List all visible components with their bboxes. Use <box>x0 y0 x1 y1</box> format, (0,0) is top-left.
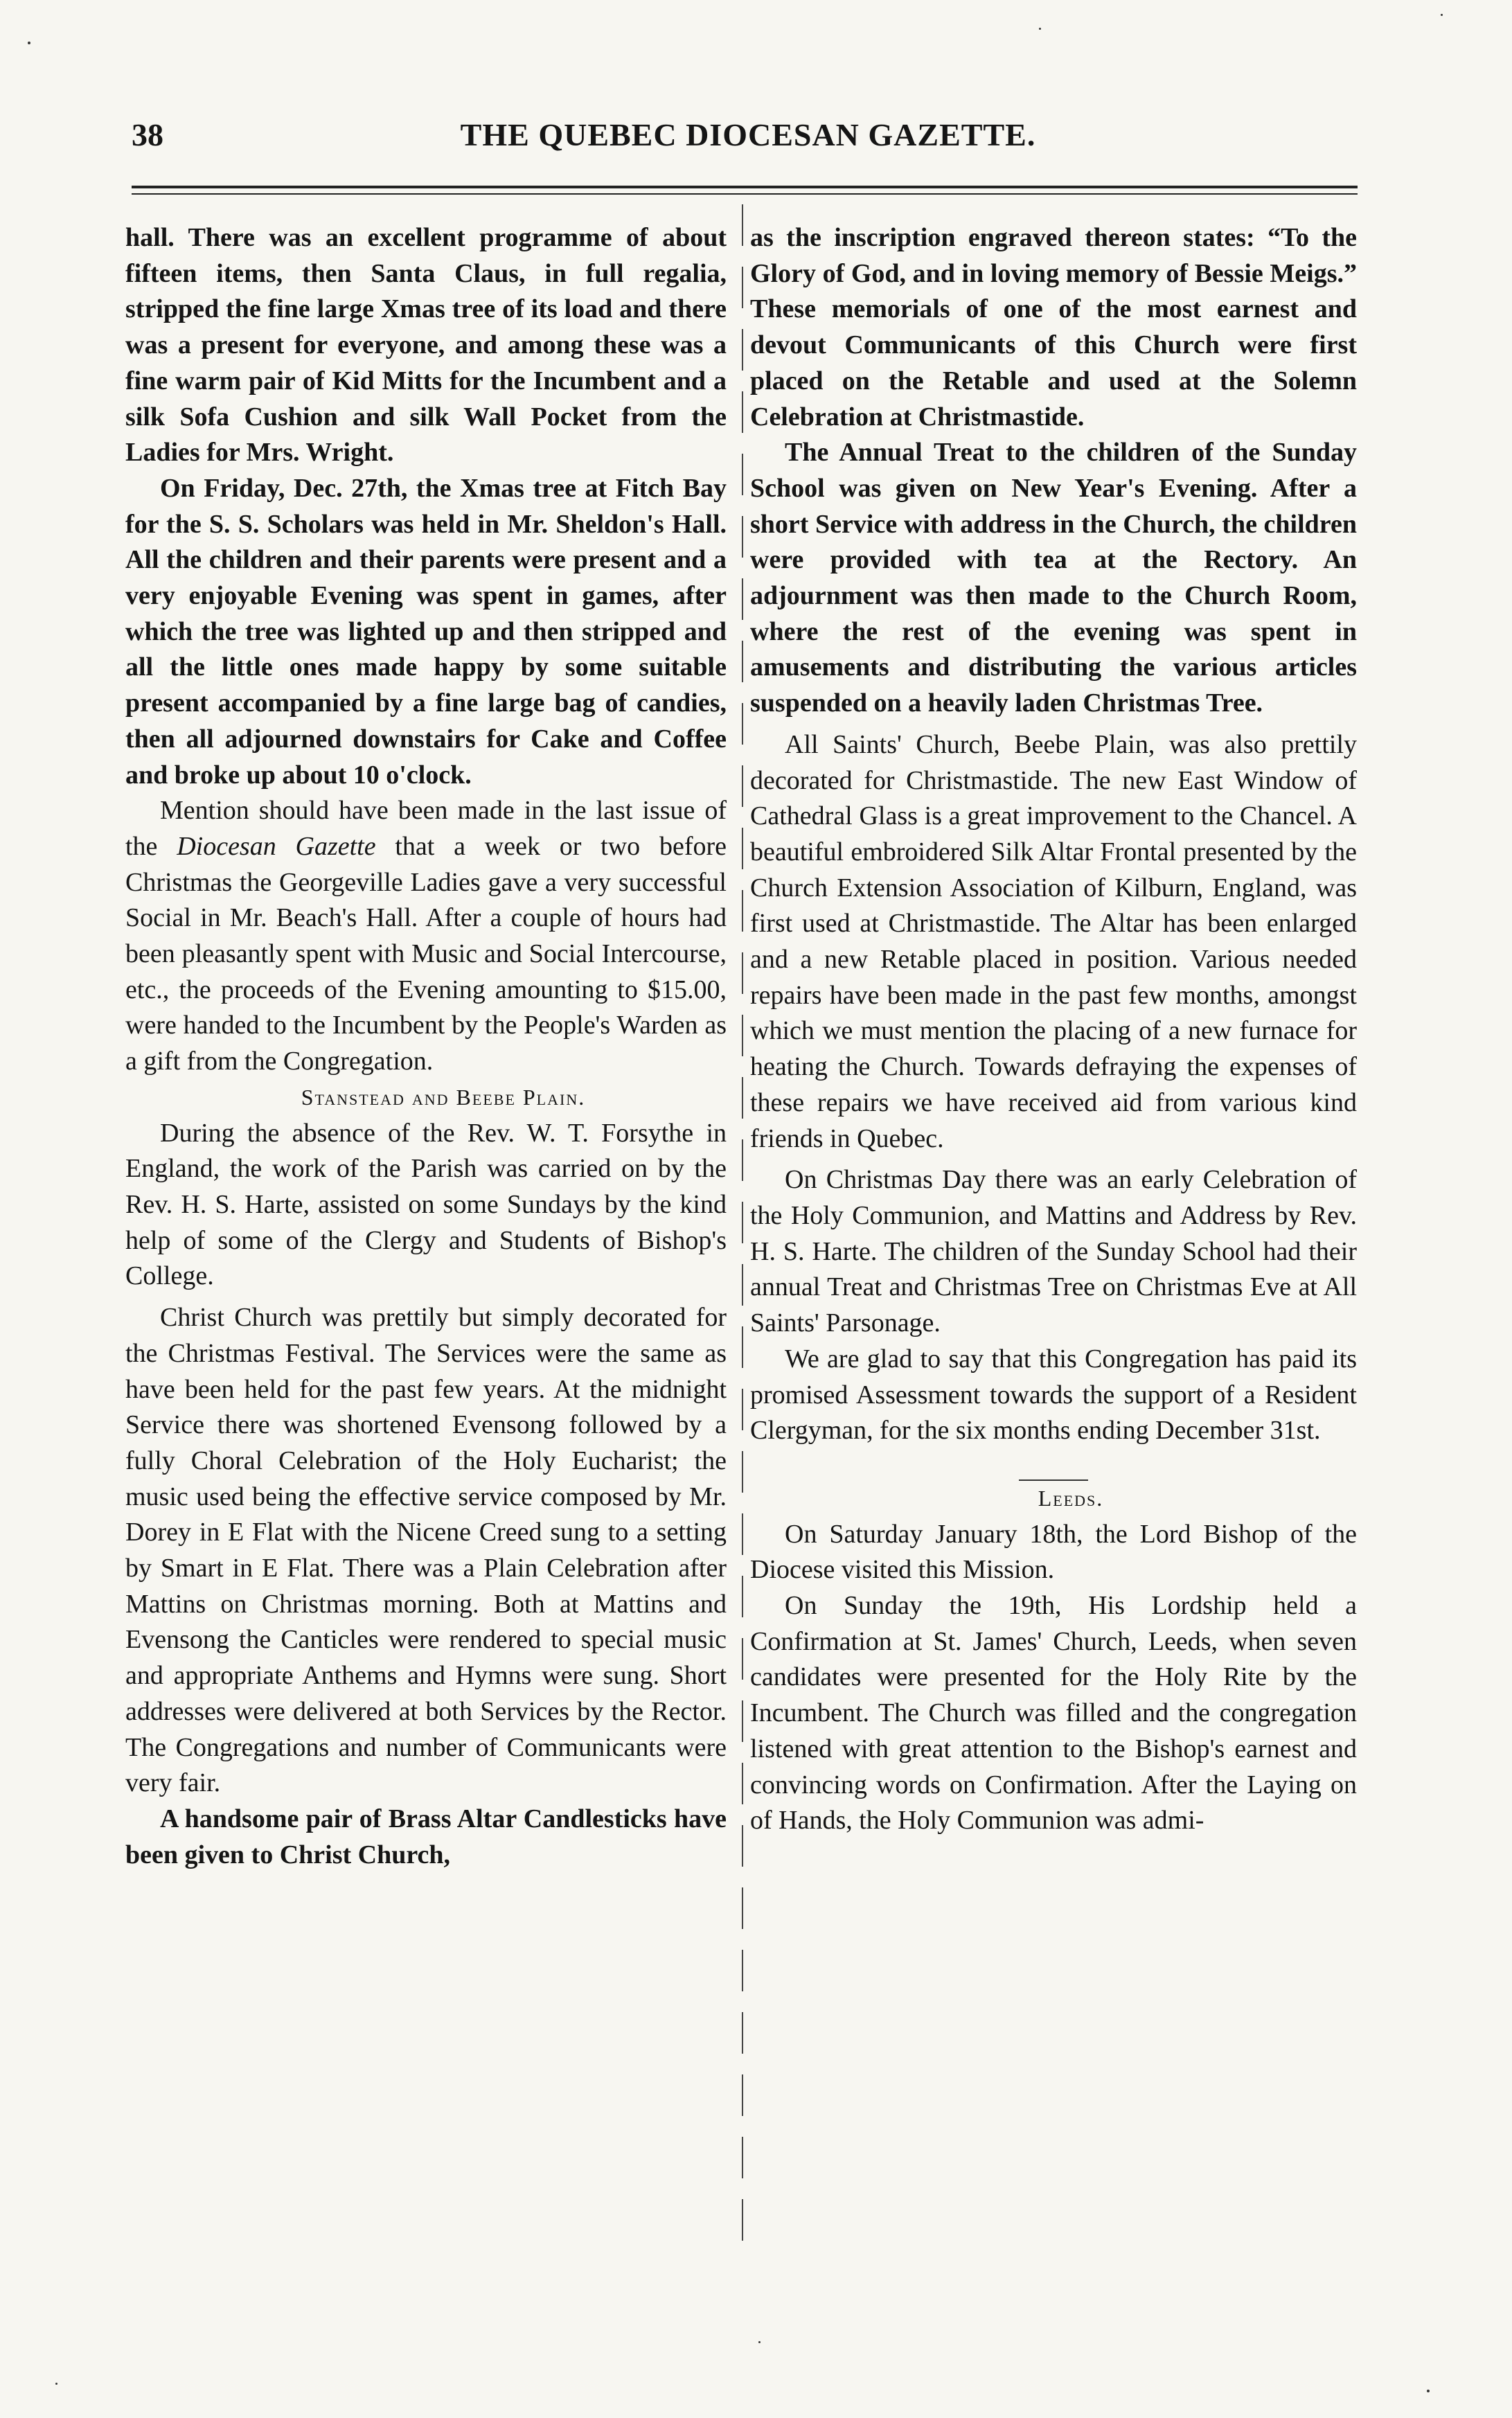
paragraph: On Friday, Dec. 27th, the Xmas tree at Fitch Bay for the S. S. Scholars was held in Mr. Sheldon's Hall. All the children and their parents were present and a very enjoyable Evening was spent in games, after which the tree was lighted up and then stripped and all the little ones made happy by some suitable present accompanied by a fine large bag of candies, then all adjourned downstairs for Cake and Coffee and broke up about 10 o'clock. <box>125 473 727 790</box>
page-header <box>125 116 1371 172</box>
paragraph: On Sunday the 19th, His Lordship held a Confirmation at St. James' Church, Leeds, when seven candidates were presented for the Holy Rite by the Incumbent. The Church was filled and the congregation listened with great attention to the Bishop's earnest and convincing words on Confirmation. After the Laying on of Hands, the Holy Communion was admi- <box>750 1591 1357 1835</box>
running-title: THE QUEBEC DIOCESAN GAZETTE. <box>460 117 1036 152</box>
scan-speck <box>55 2383 57 2385</box>
paragraph: On Saturday January 18th, the Lord Bishop of the Diocese visited this Mission. <box>750 1519 1357 1585</box>
paragraph: hall. There was an excellent programme of about fifteen items, then Santa Claus, in full regalia, stripped the fine large Xmas tree of its load and there was a present for everyone, and among these was a fine warm pair of Kid Mitts for the Incumbent and a silk Sofa Cushion and silk Wall Pocket from the Ladies for Mrs. Wright. <box>125 223 727 468</box>
paragraph: A handsome pair of Brass Altar Candlesticks have been given to Christ Church, <box>125 1804 727 1869</box>
header-rule-thin <box>132 193 1358 195</box>
scan-speck <box>1039 28 1041 30</box>
publication-name: Diocesan Gazette <box>177 831 376 861</box>
paragraph: On Christmas Day there was an early Celebration of the Holy Communion, and Mattins and Address by Rev. H. S. Harte. The children of the Sunday School had their annual Treat and Christmas Tree on Christmas Eve at All Saints' Parsonage. <box>750 1165 1357 1338</box>
paragraph: Mention should have been made in the last issue of the Diocesan Gazette that a week or two before Christmas the Georgeville Ladies gave a very successful Social in Mr. Beach's Hall. After a couple of hours had been pleasantly spent with Music and Social Intercourse, etc., the proceeds of the Evening amounting to $15.00, were handed to the Incumbent by the People's Warden as a gift from the Congregation. <box>125 796 727 1076</box>
scan-speck <box>28 42 30 44</box>
left-column <box>125 220 727 1873</box>
right-column <box>750 220 1357 1839</box>
scan-speck <box>758 2341 761 2343</box>
section-heading: Leeds. <box>1038 1485 1104 1511</box>
header-rule-thick <box>132 186 1358 188</box>
paragraph: Christ Church was prettily but simply decorated for the Christmas Festival. The Services were the same as have been held for the past few years. At the midnight Service there was shortened Evensong followed by a fully Choral Celebration of the Holy Eucharist; the music used being the effective service composed by Mr. Dorey in E Flat with the Nicene Creed sung to a setting by Smart in E Flat. There was a Plain Celebration after Mattins on Christmas morning. Both at Mattins and Evensong the Canticles were rendered to special music and appropriate Anthems and Hymns were sung. Short addresses were delivered at both Services by the Rector. The Congregations and number of Communicants were very fair. <box>125 1303 727 1798</box>
section-heading: Stanstead and Beebe Plain. <box>301 1084 586 1110</box>
scan-speck <box>1441 14 1443 16</box>
paragraph: During the absence of the Rev. W. T. Forsythe in England, the work of the Parish was carried on by the Rev. H. S. Harte, assisted on some Sundays by the kind help of some of the Clergy and Students of Bishop's College. <box>125 1118 727 1291</box>
paragraph: We are glad to say that this Congregation has paid its promised Assessment towards the support of a Resident Clergyman, for the six months ending December 31st. <box>750 1344 1357 1446</box>
page-number: 38 <box>132 117 163 152</box>
scan-speck <box>1427 2390 1430 2392</box>
paragraph: as the inscription engraved thereon states: “To the Glory of God, and in loving memory of Bessie Meigs.” These memorials of one of the most earnest and devout Communicants of this Church were first placed on the Retable and used at the Solemn Celebration at Christmastide. <box>750 223 1357 432</box>
paragraph: All Saints' Church, Beebe Plain, was also prettily decorated for Christmastide. The new East Window of Cathedral Glass is a great improvement to the Chancel. A beautiful embroidered Silk Altar Frontal presented by the Church Extension Association of Kilburn, England, was first used at Christmastide. The Altar has been enlarged and a new Retable placed in position. Various needed repairs have been made in the past few months, amongst which we must mention the placing of a new furnace for heating the Church. Towards defraying the expenses of these repairs we have received aid from various kind friends in Quebec. <box>750 729 1357 1153</box>
paragraph: The Annual Treat to the children of the Sunday School was given on New Year's Evening. After a short Service with address in the Church, the children were provided with tea at the Rectory. An adjournment was then made to the Church Room, where the rest of the evening was spent in amusements and distributing the various articles suspended on a heavily laden Christmas Tree. <box>750 438 1357 718</box>
column-divider <box>742 204 743 2255</box>
